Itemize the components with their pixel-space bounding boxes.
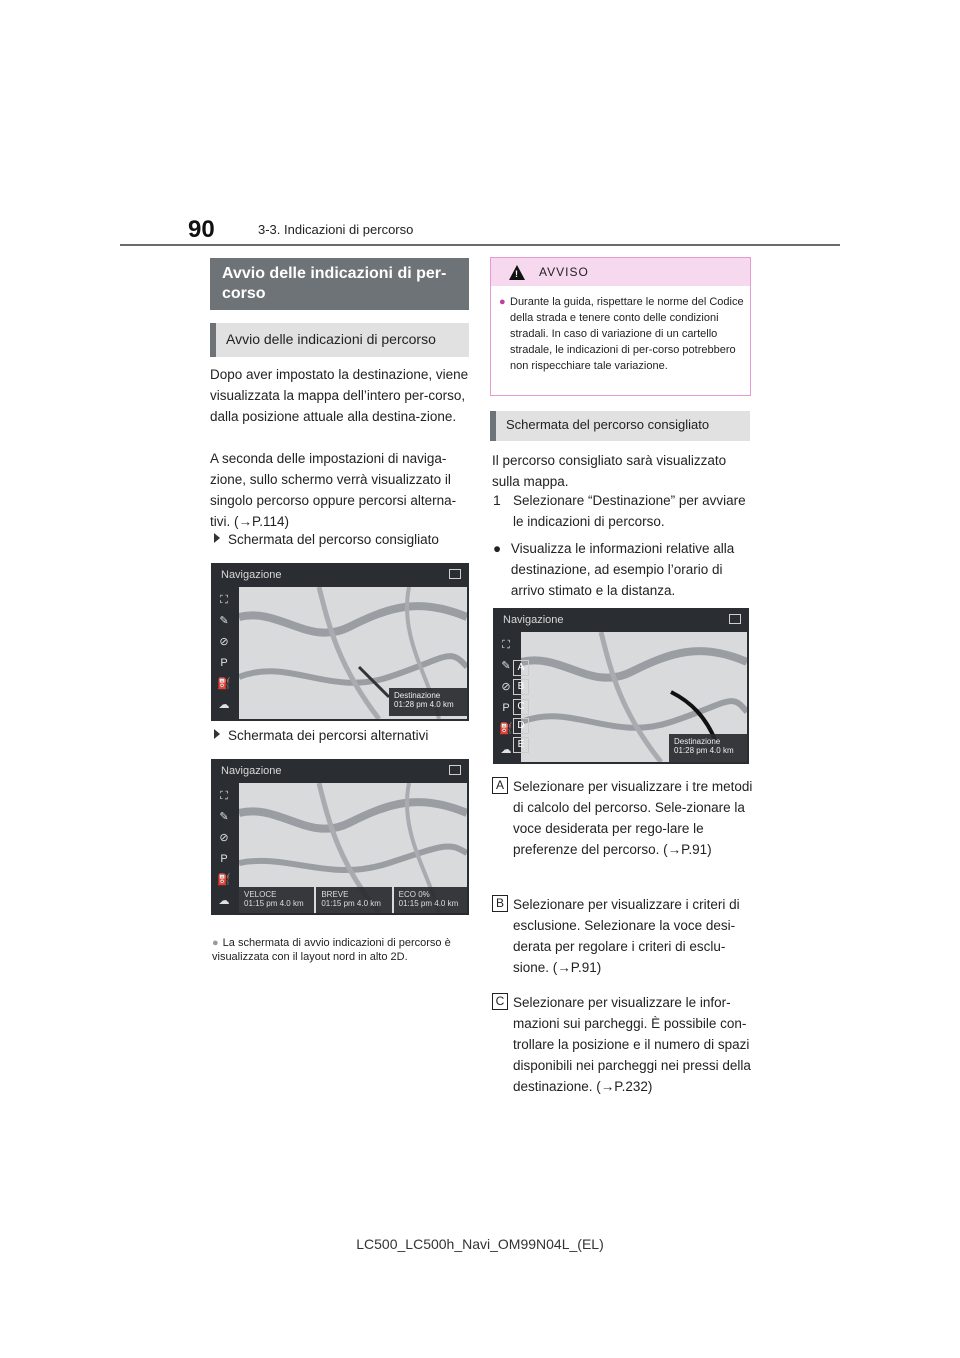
bullet-text: Visualizza le informazioni relative alla destinazione, ad esempio l’orario di arrivo stimato e la distanza. [510, 541, 735, 598]
item-letter-a: A [492, 777, 508, 794]
bullet-alternatives [214, 728, 428, 743]
route-preferences-icon: ✎ [219, 811, 229, 823]
bullet-recommended [214, 532, 439, 547]
screen-title: Navigazione [503, 614, 564, 626]
route-distance: 4.0 km [356, 899, 381, 908]
item-text-b: Selezionare per visualizzare i criteri di esclusione. Selezionare la voce desi-derata per regolare i criteri di esclu-sione. (→P.91) [513, 897, 740, 975]
marker-d: D [513, 718, 529, 734]
section-header: 3-3. Indicazioni di percorso [258, 222, 414, 237]
route-time: 01:15 pm [244, 899, 278, 908]
subsection-heading: Avvio delle indicazioni di percorso [210, 323, 469, 357]
route-time: 01:15 pm [398, 899, 433, 908]
bullet-label: Schermata dei percorsi alternativi [228, 728, 429, 743]
route-distance: 4.0 km [279, 899, 304, 908]
route-option-eco[interactable] [394, 887, 469, 915]
warning-title: AVVISO [539, 265, 589, 279]
marker-c: C [513, 699, 529, 715]
side-toolbar [217, 789, 235, 915]
arrival-time: 01:28 pm [674, 746, 708, 755]
screen-title: Navigazione [221, 569, 282, 581]
subsection-heading-recommended: Schermata del percorso consigliato [490, 411, 750, 441]
route-option-short[interactable] [316, 887, 391, 915]
destination-info-bullet [493, 538, 753, 601]
weather-icon: ☁ [500, 744, 512, 756]
distance: 4.0 km [709, 746, 734, 755]
destination-panel[interactable] [389, 688, 467, 716]
route-preferences-icon: ✎ [501, 660, 511, 672]
distance: 4.0 km [429, 700, 454, 709]
destination-label: Destinazione [674, 737, 721, 746]
warning-dot-icon: ● [499, 296, 506, 308]
signal-icon [449, 765, 461, 775]
step-number: 1 [493, 492, 501, 508]
marker-a: A [513, 660, 529, 676]
header-rule [120, 244, 840, 246]
avoid-icon: ⊘ [219, 832, 229, 844]
fullscreen-icon: ⛶ [502, 639, 510, 651]
signal-icon [729, 614, 741, 624]
step-text: Selezionare “Destinazione” per avviare le indicazioni di percorso. [513, 493, 746, 529]
fuel-icon: ⛽ [499, 723, 513, 735]
route-eco-percent: 0% [418, 890, 430, 899]
route-option-fast[interactable] [239, 887, 314, 915]
warning-exclamation: ! [515, 269, 518, 279]
weather-icon: ☁ [218, 699, 230, 711]
warning-text: Durante la guida, rispettare le norme del Codice della strada e tenere conto delle condizioni stradali. In caso di variazione di un cartello stradale, le indicazioni di per-corso potrebbero non rispecchiare tale variazione. [510, 296, 744, 372]
weather-icon: ☁ [218, 895, 230, 907]
screenshot-alternative-routes [211, 759, 469, 915]
item-text-a: Selezionare per visualizzare i tre metodi di calcolo del percorso. Sele-zionare la voce desiderata per rego-lare le preferenze del percorso. (→P.91) [513, 779, 753, 857]
screenshot-destination-markers [493, 608, 749, 764]
note [212, 936, 474, 964]
warning-body [499, 294, 745, 374]
parking-icon: P [220, 853, 228, 865]
item-text-c: Selezionare per visualizzare le infor-mazioni sui parcheggi. È possibile con-trollare la posizione e il numero di spazi disponibili nei parcheggi nei pressi della destinazione. (→P.232) [513, 995, 751, 1094]
route-label: VELOCE [244, 890, 277, 899]
avoid-icon: ⊘ [219, 636, 229, 648]
warning-box [490, 257, 751, 396]
warning-header [491, 258, 750, 286]
note-text: La schermata di avvio indicazioni di percorso è visualizzata con il layout nord in alto 2D. [212, 937, 451, 963]
fuel-icon: ⛽ [217, 874, 231, 886]
route-time: 01:15 pm [321, 899, 355, 908]
route-distance: 4.0 km [434, 899, 459, 908]
route-preferences-icon: ✎ [219, 615, 229, 627]
parking-icon: P [502, 702, 510, 714]
avoid-icon: ⊘ [501, 681, 511, 693]
arrival-time: 01:28 pm [394, 700, 428, 709]
screen-title: Navigazione [221, 765, 282, 777]
screenshot-recommended-route [211, 563, 469, 721]
page-number: 90 [188, 216, 215, 243]
fuel-icon: ⛽ [217, 678, 231, 690]
item-letter-b: B [492, 895, 508, 912]
marker-b: B [513, 679, 529, 695]
marker-e: E [513, 737, 529, 753]
destination-panel[interactable] [669, 734, 747, 762]
side-toolbar [217, 593, 235, 719]
destination-label: Destinazione [394, 691, 441, 700]
alternative-routes-bar [239, 887, 469, 915]
signal-icon [449, 569, 461, 579]
parking-icon: P [220, 657, 228, 669]
section-heading: Avvio delle indicazioni di per-corso [210, 258, 469, 310]
fullscreen-icon: ⛶ [220, 790, 228, 802]
bullet-dot-icon: ● [493, 541, 502, 556]
triangle-bullet-icon [214, 533, 220, 543]
document-code-footer: LC500_LC500h_Navi_OM99N04L_(EL) [356, 1236, 604, 1252]
recommended-intro: Il percorso consigliato sarà visualizzato sulla mappa. [492, 453, 727, 489]
route-label: ECO [398, 890, 416, 899]
settings-paragraph: A seconda delle impostazioni di naviga-zione, sullo schermo verrà visualizzato il singolo percorso oppure percorsi alterna-tivi. (→P.114) [210, 451, 457, 529]
note-dot-icon: ● [212, 937, 219, 949]
route-label: BREVE [321, 890, 349, 899]
triangle-bullet-icon [214, 729, 220, 739]
item-letter-c: C [492, 993, 508, 1010]
intro-paragraph: Dopo aver impostato la destinazione, viene visualizzata la mappa dell’intero per-corso, dalla posizione attuale alla destina-zione. [210, 367, 469, 424]
bullet-label: Schermata del percorso consigliato [228, 532, 439, 547]
fullscreen-icon: ⛶ [220, 594, 228, 606]
